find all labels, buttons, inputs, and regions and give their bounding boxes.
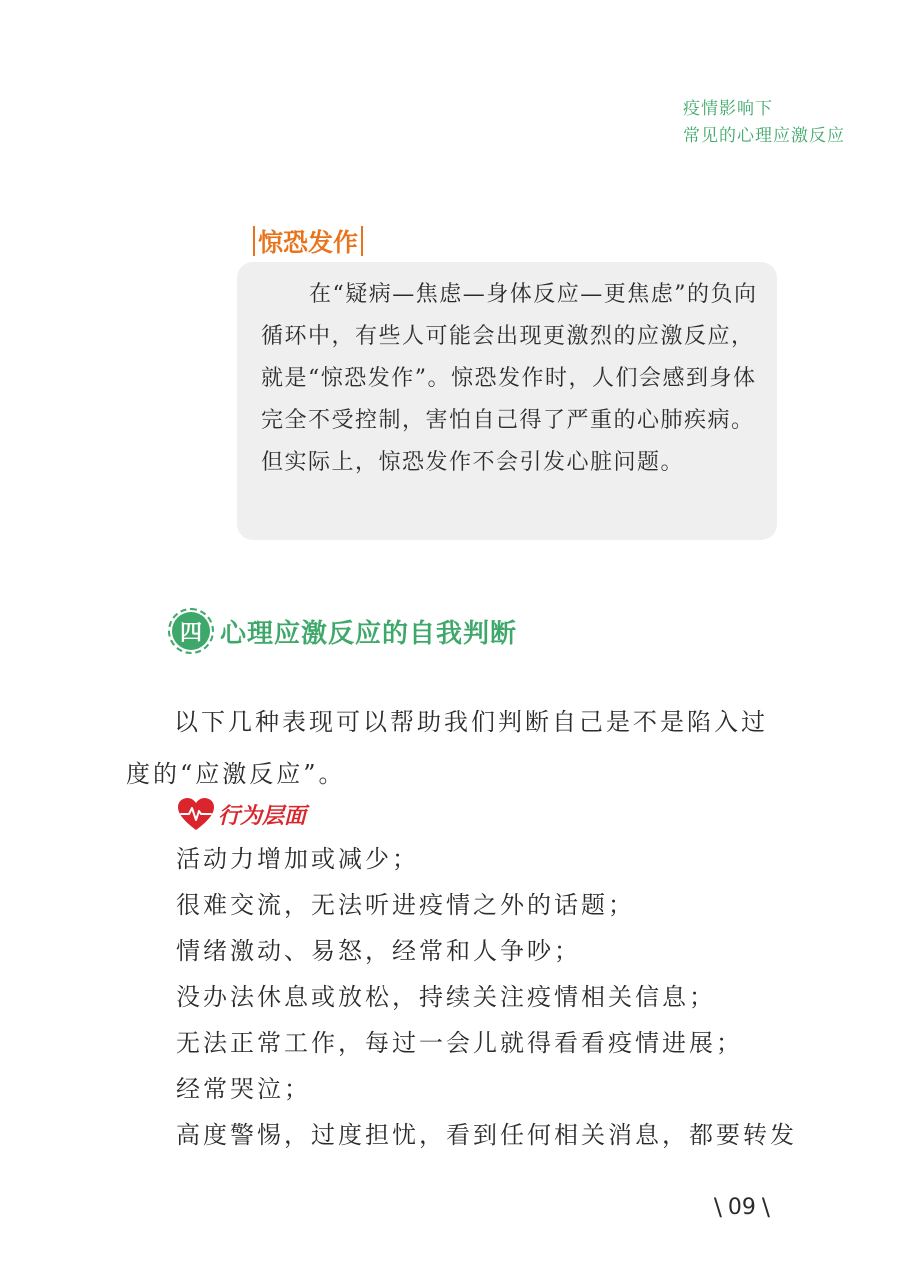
section-number: 四 [172, 612, 210, 650]
section-intro: 以下几种表现可以帮助我们判断自己是不是陷入过度的“应激反应”。 [126, 708, 768, 788]
page-number-decoration-right: \ [761, 1193, 770, 1221]
list-item: 很难交流，无法听进疫情之外的话题； [176, 891, 635, 919]
section-number-badge [168, 608, 214, 654]
page-number-decoration-left: \ [713, 1193, 722, 1221]
title-right-bar [361, 226, 363, 256]
subsection-heading [176, 796, 306, 832]
page-number: 09 [727, 1194, 756, 1220]
header-line-1: 疫情影响下 [683, 99, 773, 119]
list-item: 高度警惕，过度担忧，看到任何相关消息，都要转发 [176, 1121, 797, 1149]
callout-body: 在“疑病—焦虑—身体反应—更焦虑”的负向循环中，有些人可能会出现更激烈的应激反应，就是“惊恐发作”。惊恐发作时，人们会感到身体完全不受控制，害怕自己得了严重的心肺疾病。但实际上，惊恐发作不会引发心脏问题。 [261, 282, 758, 475]
running-header [683, 96, 845, 150]
callout-title [250, 225, 366, 257]
header-line-2: 常见的心理应激反应 [683, 126, 845, 146]
list-item: 经常哭泣； [176, 1075, 311, 1103]
list-item: 活动力增加或减少； [176, 845, 419, 873]
list-item: 无法正常工作，每过一会儿就得看看疫情进展； [176, 1029, 743, 1057]
section-title: 心理应激反应的自我判断 [220, 618, 518, 649]
list-item: 情绪激动、易怒，经常和人争吵； [176, 937, 581, 965]
page-number-block [708, 1193, 776, 1221]
heart-pulse-icon [176, 796, 216, 832]
list-item: 没办法休息或放松，持续关注疫情相关信息； [176, 983, 716, 1011]
title-left-bar [253, 226, 255, 256]
callout-box [237, 262, 777, 540]
subsection-label: 行为层面 [218, 803, 307, 829]
section-heading [168, 608, 517, 654]
behavior-list [176, 836, 797, 1158]
callout-title-text: 惊恐发作 [258, 228, 359, 257]
